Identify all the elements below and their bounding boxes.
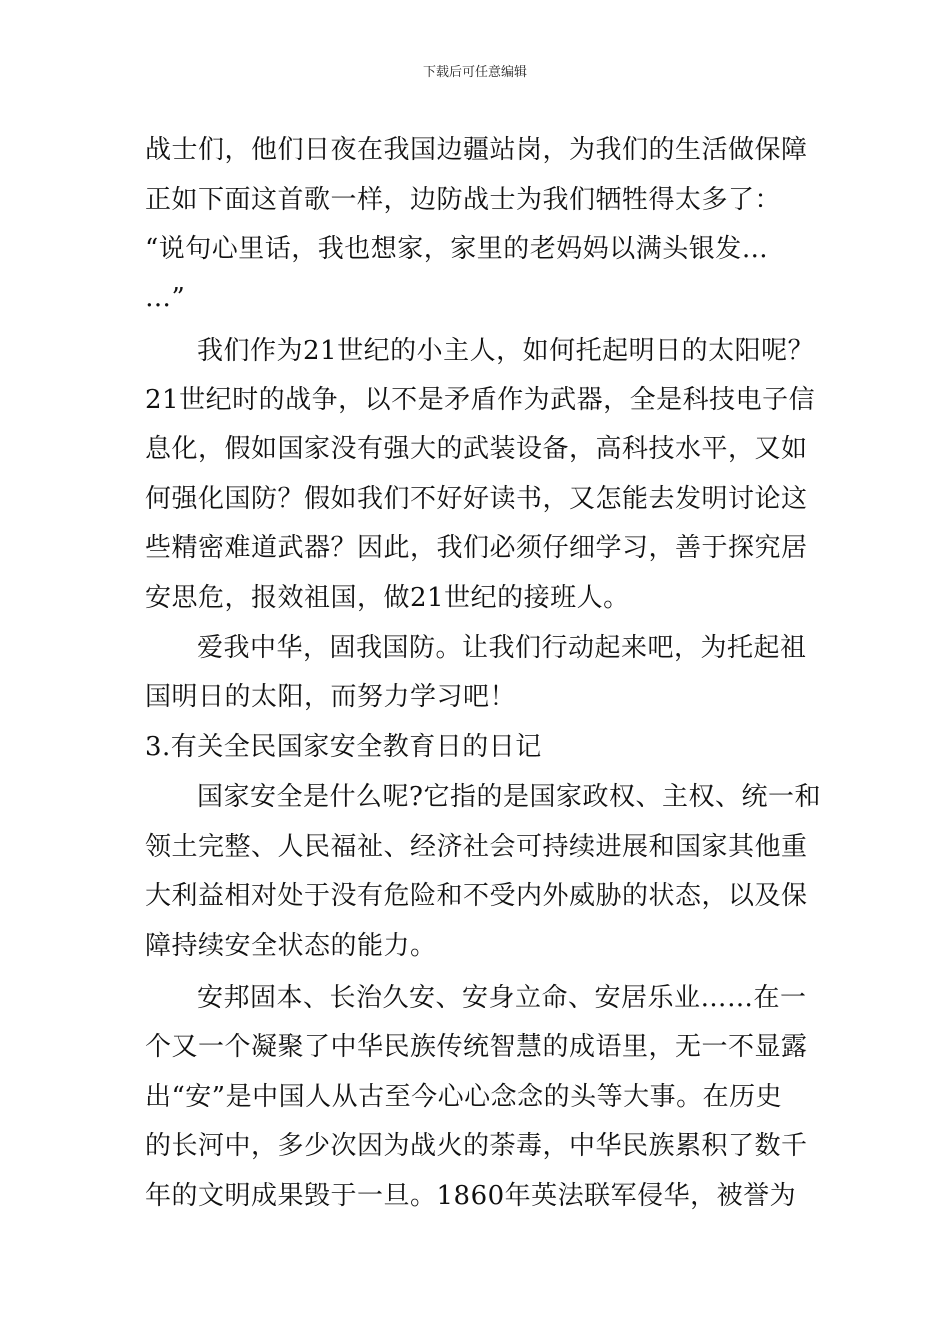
text-line: 些精密难道武器？因此，我们必须仔细学习，善于探究居 (145, 533, 808, 563)
text-line: 障持续安全状态的能力。 (145, 931, 437, 961)
text-line: 大利益相对处于没有危险和不受内外威胁的状态，以及保 (145, 881, 808, 911)
text-line: 正如下面这首歌一样，边防战士为我们牺牲得太多了： (145, 185, 782, 215)
text-line: 息化，假如国家没有强大的武装设备，高科技水平，又如 (145, 434, 808, 464)
text-line: …” (145, 283, 186, 313)
section-heading: 3.有关全民国家安全教育日的日记 (145, 732, 542, 762)
page-header: 下载后可任意编辑 (422, 65, 527, 80)
text-line: 国家安全是什么呢?它指的是国家政权、主权、统一和 (197, 782, 821, 812)
text-line: 爱我中华，固我国防。让我们行动起来吧，为托起祖 (197, 633, 807, 663)
text-line: 的长河中，多少次因为战火的荼毒，中华民族累积了数千 (145, 1131, 808, 1161)
text-line: 我们作为21世纪的小主人，如何托起明日的太阳呢？ (197, 336, 815, 366)
text-line: 国明日的太阳，而努力学习吧！ (145, 682, 517, 712)
text-line: 出“安”是中国人从古至今心心念念的头等大事。在历史 (145, 1082, 783, 1112)
text-line: 21世纪时的战争，以不是矛盾作为武器，全是科技电子信 (145, 385, 816, 415)
text-line: 领土完整、人民福祉、经济社会可持续进展和国家其他重 (145, 832, 808, 862)
text-line: 何强化国防？假如我们不好好读书，又怎能去发明讨论这 (145, 484, 808, 514)
text-line: “说句心里话，我也想家，家里的老妈妈以满头银发… (145, 234, 769, 264)
text-line: 个又一个凝聚了中华民族传统智慧的成语里，无一不显露 (145, 1032, 808, 1062)
text-line: 安邦固本、长治久安、安身立命、安居乐业……在一 (197, 983, 807, 1013)
text-line: 年的文明成果毁于一旦。1860年英法联军侵华，被誉为 (145, 1181, 797, 1211)
text-line: 战士们，他们日夜在我国边疆站岗，为我们的生活做保障 (145, 135, 808, 165)
text-line: 安思危，报效祖国，做21世纪的接班人。 (145, 583, 630, 613)
